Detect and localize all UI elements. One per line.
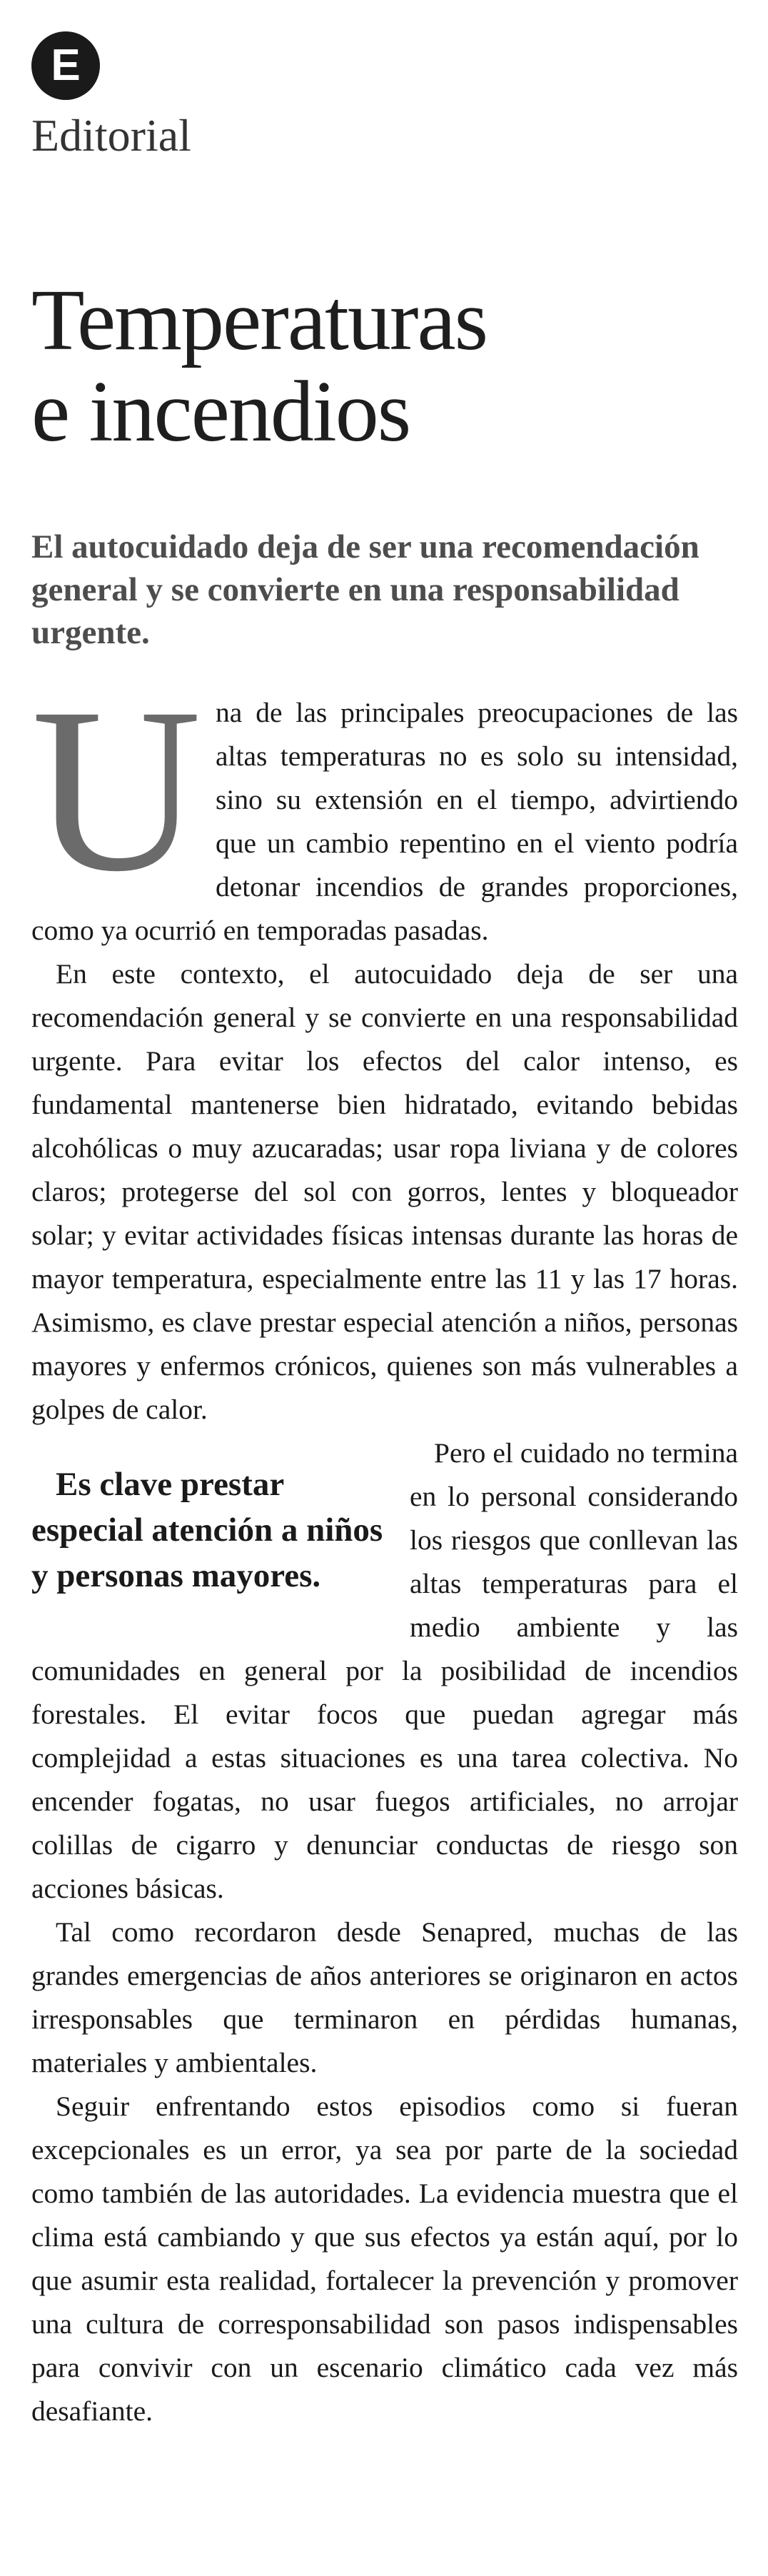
drop-cap: U [31,660,202,920]
article-title [31,272,745,460]
title-line-1: Temperaturas [31,272,487,368]
paragraph-2: En este contexto, el autocuidado deja de ser una recomendación general y se convierte en una responsabilidad urgente. Para evitar los efectos del calor intenso, es fundamental mantenerse bien hidratado, evitando bebidas alcohólicas o muy azucaradas; usar ropa liviana y de colores claros; protegerse del sol con gorros, lentes y bloqueador solar; y evitar actividades físicas intensas durante las horas de mayor temperatura, especialmente entre las 11 y las 17 horas. Asimismo, es clave prestar especial atención a niños, personas mayores y enfermos crónicos, quienes son más vulnerables a golpes de calor. [31,958,738,1425]
pull-quote: Es clave prestar especial atención a niños y personas mayores. [31,1466,383,1594]
section-label: Editorial [31,110,191,161]
article-body [31,660,738,2433]
section-logo-icon: E [31,31,100,100]
paragraph-3-text: Pero el cuidado no termina en lo personal considerando los riesgos que conllevan las altas temperaturas para el medio ambiente y las comunidades en general por la posibilidad de incendios forestales. El evitar focos que puedan agregar más complejidad a estas situaciones es una tarea colectiva. No encender fogatas, no usar fuegos artificiales, no arrojar colillas de cigarro y denunciar conductas de riesgo son acciones básicas. [31,1437,738,1904]
paragraph-4: Tal como recordaron desde Senapred, muchas de las grandes emergencias de años anteriores se originaron en actos irresponsables que terminaron en pérdidas humanas, materiales y ambientales. [31,1916,738,2078]
paragraph-3 [31,1432,738,1911]
article-subtitle: El autocuidado deja de ser una recomendación general y se convierte en una responsabilidad urgente. [31,528,699,651]
paragraph-5: Seguir enfrentando estos episodios como si fueran excepcionales es un error, ya sea por parte de la sociedad como también de las autoridades. La evidencia muestra que el clima está cambiando y que sus efectos ya están aquí, por lo que asumir esta realidad, fortalecer la prevención y promover una cultura de corresponsabilidad son pasos indispensables para convivir con un escenario climático cada vez más desafiante. [31,2091,738,2427]
paragraph-1-text: na de las principales preocupaciones de las altas temperaturas no es solo su intensidad, sino su extensión en el tiempo, advirtiendo que un cambio repentino en el viento podría detonar incendios de grandes proporciones, como ya ocurrió en temporadas pasadas. [31,697,738,946]
title-line-2: e incendios [31,363,410,460]
paragraph-1 [31,660,738,952]
